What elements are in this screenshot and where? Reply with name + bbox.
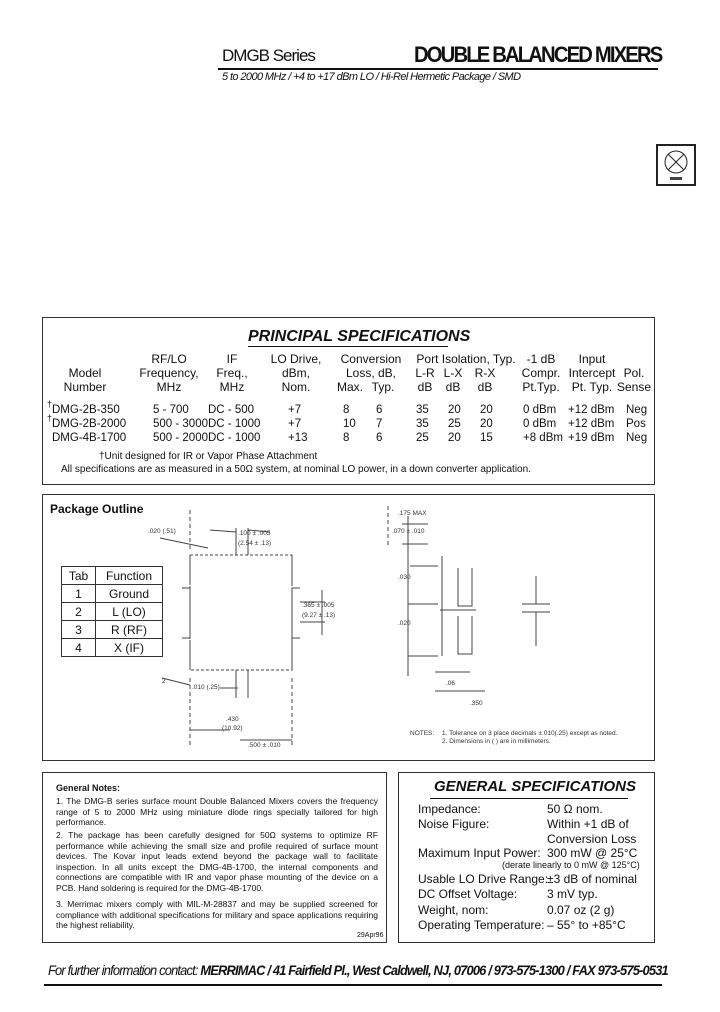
spec-lr-cell: 35 bbox=[416, 404, 429, 416]
package-outline-title: Package Outline bbox=[50, 502, 144, 516]
tab-number: 2 bbox=[62, 603, 96, 621]
col-conv-typ-header: Typ. bbox=[371, 380, 395, 394]
spec-pol-cell: Neg bbox=[626, 404, 648, 416]
dim-label: .06 bbox=[446, 680, 456, 687]
general-spec-value: Within +1 dB of bbox=[547, 817, 629, 831]
outline-note-2: 2. Dimensions in ( ) are in millimeters. bbox=[442, 738, 551, 745]
general-spec-value: 3 mV typ. bbox=[547, 887, 598, 901]
footer-rule bbox=[44, 984, 662, 986]
col-isolation-header: Port Isolation, Typ. bbox=[416, 352, 516, 366]
spec-ip-cell: +12 dBm bbox=[568, 404, 615, 416]
col-compression-header: -1 dB Compr. Pt.Typ. bbox=[521, 352, 561, 394]
spec-rflo-cell: 500 - 3000 bbox=[153, 418, 208, 430]
contact-lead: For further information contact: bbox=[48, 962, 201, 978]
spec-comp-cell: +8 dBm bbox=[523, 432, 563, 444]
col-lo-header: LO Drive, dBm, Nom. bbox=[270, 352, 322, 394]
col-lx-header: L-X dB bbox=[443, 366, 463, 394]
spec-model-cell: DMG-2B-350 bbox=[52, 404, 120, 416]
principal-footnote-50ohm: All specifications are as measured in a 50Ω system, at nominal LO power, in a down converter application. bbox=[61, 464, 531, 475]
principal-specs-title: PRINCIPAL SPECIFICATIONS bbox=[248, 328, 471, 345]
document-subtitle: 5 to 2000 MHz / +4 to +17 dBm LO / Hi-Rel Hermetic Package / SMD bbox=[222, 71, 521, 83]
spec-rx-cell: 20 bbox=[480, 418, 493, 430]
general-spec-value: (derate linearly to 0 mW @ 125°C) bbox=[502, 860, 640, 870]
tab-number: 1 bbox=[62, 585, 96, 603]
document-title: DOUBLE BALANCED MIXERS bbox=[414, 42, 662, 67]
col-pol-header: Pol. Sense bbox=[616, 366, 652, 394]
spec-if-cell: DC - 1000 bbox=[208, 418, 261, 430]
dim-label: .020 (.51) bbox=[148, 528, 176, 535]
dim-label: .175 MAX bbox=[398, 510, 427, 517]
general-notes-title: General Notes: bbox=[56, 783, 121, 793]
spec-lx-cell: 20 bbox=[448, 404, 461, 416]
general-note-2: 2. The package has been carefully designed for 50Ω systems to optimize RF performance while achieving the small size and profile required of surface mount devices. The Kovar input leads extend beyond the package wall to facilitate inspection. In all units except the DMG-4B-1700, the internal components and connections are compatible with IR and vapor phase mounting of the device on a PCB. Hand soldering is required for the DMG-4B-1700. bbox=[56, 830, 378, 893]
general-specs-title: GENERAL SPECIFICATIONS bbox=[434, 778, 636, 795]
general-spec-label: Operating Temperature: bbox=[418, 918, 545, 932]
col-rflo-header: RF/LO Frequency, MHz bbox=[139, 352, 199, 394]
package-side-view-drawing bbox=[380, 506, 580, 726]
contact-line bbox=[48, 962, 668, 978]
outline-notes-label: NOTES: bbox=[410, 730, 435, 737]
tab-function-table bbox=[61, 566, 163, 657]
general-note-3: 3. Merrimac mixers comply with MIL-M-28837 and may be supplied screened for compliance with additional specifications for military and space applications requiring the highest reliability. bbox=[56, 899, 378, 930]
spec-pol-cell: Pos bbox=[626, 418, 646, 430]
dim-label: .350 bbox=[470, 700, 483, 707]
spec-typ-cell: 6 bbox=[376, 432, 383, 444]
table-row bbox=[62, 585, 163, 603]
spec-lo-cell: +7 bbox=[288, 404, 302, 416]
dim-label: 2 bbox=[162, 678, 166, 685]
series-name: DMGB Series bbox=[222, 46, 315, 65]
dim-label: (2.54 ± .13) bbox=[238, 540, 272, 547]
spec-comp-cell: 0 dBm bbox=[523, 418, 557, 430]
spec-rflo-cell: 500 - 2000 bbox=[153, 432, 208, 444]
dim-label: (9.27 ± .13) bbox=[302, 612, 336, 619]
dim-label: .020 bbox=[398, 620, 411, 627]
tab-header-cell: Tab bbox=[62, 567, 96, 585]
col-conv-max-header: Max. bbox=[336, 380, 363, 394]
tab-function: X (IF) bbox=[96, 639, 163, 657]
general-spec-value: 300 mW @ 25°C bbox=[547, 846, 638, 860]
spec-if-cell: DC - 500 bbox=[208, 404, 255, 416]
table-row bbox=[62, 603, 163, 621]
principal-footnote-ir: †Unit designed for IR or Vapor Phase Attachment bbox=[99, 451, 318, 462]
general-spec-label: Usable LO Drive Range: bbox=[418, 872, 549, 886]
dim-label: (10.92) bbox=[222, 725, 243, 732]
col-conv-header: Conversion Loss, dB, bbox=[340, 352, 402, 380]
general-spec-label: DC Offset Voltage: bbox=[418, 887, 518, 901]
tab-function: L (LO) bbox=[96, 603, 163, 621]
dim-label: .070 ± .010 bbox=[392, 528, 425, 535]
contact-details: MERRIMAC / 41 Fairfield Pl., West Caldwell, NJ, 07006 / 973-575-1300 / FAX 973-575-0531 bbox=[200, 962, 668, 978]
spec-lr-cell: 25 bbox=[416, 432, 429, 444]
col-lr-header: L-R dB bbox=[415, 366, 435, 394]
spec-lo-cell: +7 bbox=[288, 418, 302, 430]
dim-label: .010 (.25) bbox=[192, 684, 220, 691]
merrimac-logo-icon bbox=[656, 144, 696, 186]
general-spec-label: Noise Figure: bbox=[418, 817, 490, 831]
spec-comp-cell: 0 dBm bbox=[523, 404, 557, 416]
spec-model-cell: DMG-4B-1700 bbox=[52, 432, 127, 444]
spec-model-cell: DMG-2B-2000 bbox=[52, 418, 127, 430]
spec-rx-cell: 20 bbox=[480, 404, 493, 416]
spec-lx-cell: 20 bbox=[448, 432, 461, 444]
spec-typ-cell: 6 bbox=[376, 404, 383, 416]
general-spec-label: Weight, nom: bbox=[418, 903, 489, 917]
spec-max-cell: 10 bbox=[343, 418, 356, 430]
spec-if-cell: DC - 1000 bbox=[208, 432, 261, 444]
header-rule bbox=[218, 68, 658, 70]
dim-label: .365 ± .005 bbox=[302, 602, 335, 609]
tab-number: 4 bbox=[62, 639, 96, 657]
revision-date: 29Apr96 bbox=[357, 932, 384, 939]
spec-ip-cell: +12 dBm bbox=[568, 418, 615, 430]
dim-label: .030 bbox=[398, 574, 411, 581]
tab-function: R (RF) bbox=[96, 621, 163, 639]
col-rx-header: R-X dB bbox=[474, 366, 496, 394]
general-spec-label: Impedance: bbox=[418, 802, 481, 816]
general-spec-value: 0.07 oz (2 g) bbox=[547, 903, 615, 917]
spec-ip-cell: +19 dBm bbox=[568, 432, 615, 444]
general-note-1: 1. The DMG-B series surface mount Double Balanced Mixers covers the frequency range of 5 to 2000 MHz using miniature diode rings specially tailored for high performance. bbox=[56, 796, 378, 827]
col-intercept-header: Input Intercept Pt. Typ. bbox=[568, 352, 616, 394]
spec-lx-cell: 25 bbox=[448, 418, 461, 430]
tab-number: 3 bbox=[62, 621, 96, 639]
general-specs-title-rule bbox=[430, 798, 628, 799]
table-row bbox=[62, 621, 163, 639]
function-header-cell: Function bbox=[96, 567, 163, 585]
spec-rflo-cell: 5 - 700 bbox=[153, 404, 189, 416]
spec-dagger-cell: † bbox=[47, 413, 53, 423]
dim-label: .430 bbox=[226, 716, 239, 723]
principal-title-rule bbox=[248, 346, 448, 347]
spec-dagger-cell: † bbox=[47, 399, 53, 409]
general-spec-label: Maximum Input Power: bbox=[418, 846, 541, 860]
general-spec-value: ±3 dB of nominal bbox=[547, 872, 637, 886]
col-if-header: IF Freq., MHz bbox=[216, 352, 248, 394]
spec-pol-cell: Neg bbox=[626, 432, 648, 444]
general-spec-value: 50 Ω nom. bbox=[547, 802, 603, 816]
spec-max-cell: 8 bbox=[343, 404, 350, 416]
spec-max-cell: 8 bbox=[343, 432, 350, 444]
general-spec-value: – 55° to +85°C bbox=[547, 918, 626, 932]
table-row bbox=[62, 639, 163, 657]
col-model-header: Model Number bbox=[63, 366, 107, 394]
dim-label: .100 ± .005 bbox=[238, 530, 271, 537]
spec-lr-cell: 35 bbox=[416, 418, 429, 430]
spec-lo-cell: +13 bbox=[288, 432, 308, 444]
tab-function: Ground bbox=[96, 585, 163, 603]
spec-typ-cell: 7 bbox=[376, 418, 383, 430]
tab-table-header-row bbox=[62, 567, 163, 585]
spec-rx-cell: 15 bbox=[480, 432, 493, 444]
dim-label: .500 ± .010 bbox=[248, 742, 281, 749]
outline-note-1: 1. Tolerance on 3 place decimals ±.010(.25) except as noted. bbox=[442, 730, 618, 737]
general-spec-value: Conversion Loss bbox=[547, 832, 637, 846]
